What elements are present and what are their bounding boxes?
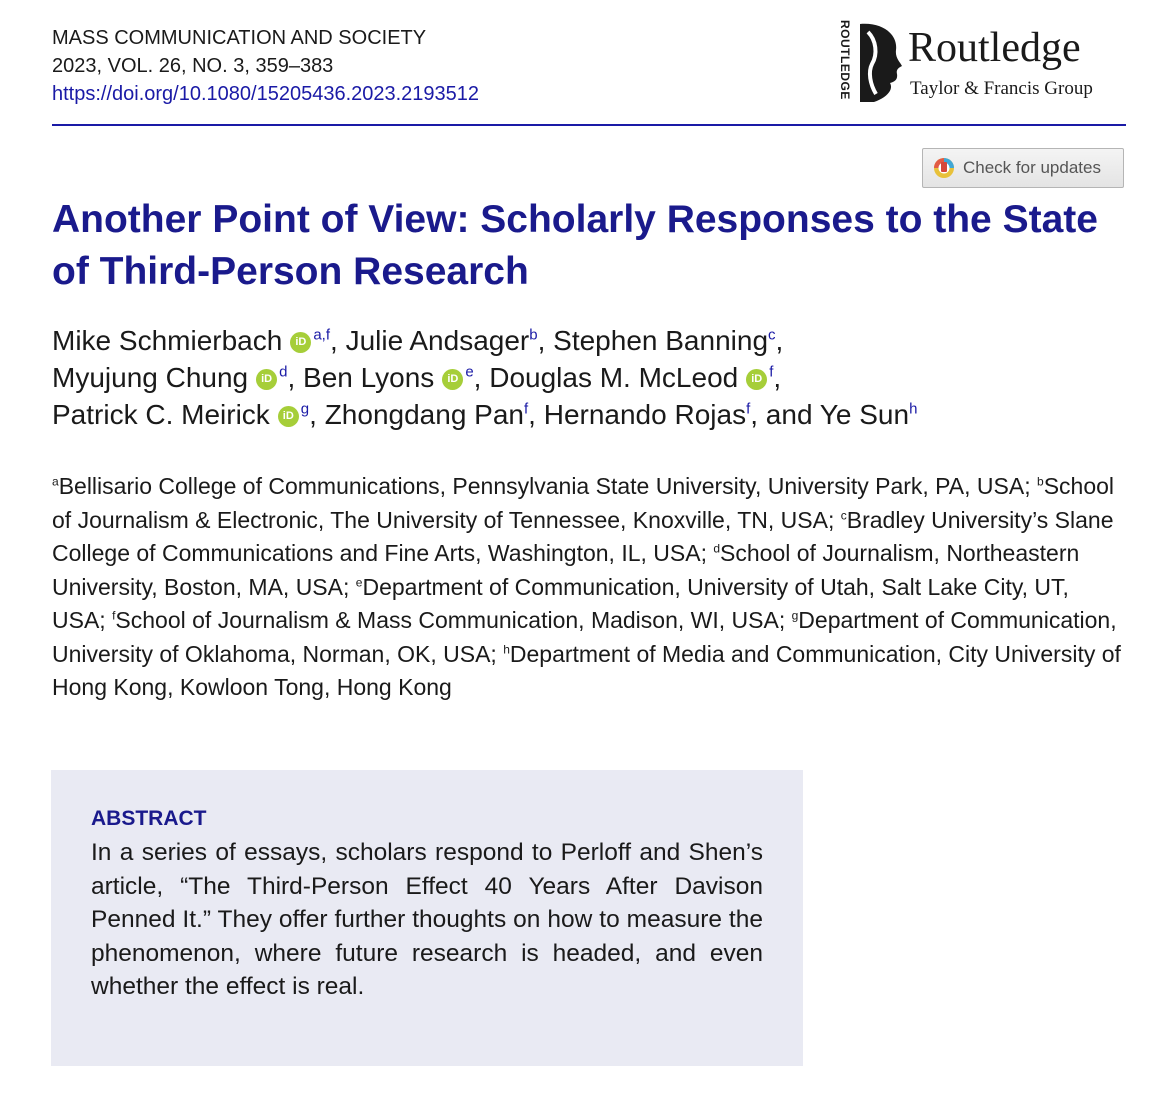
crossmark-icon	[933, 157, 955, 179]
orcid-icon[interactable]: iD	[278, 406, 299, 427]
affiliation-marker: b	[1037, 474, 1044, 489]
orcid-icon[interactable]: iD	[290, 332, 311, 353]
author-name[interactable]: Mike Schmierbach	[52, 325, 283, 356]
author-affiliation-marker[interactable]: g	[300, 400, 310, 418]
affiliation-text: Department of Communication, University of Utah, Salt Lake City, UT, USA;	[52, 573, 1069, 633]
check-for-updates-label: Check for updates	[963, 158, 1101, 177]
author: Zhongdang Pan$^f$,	[324, 399, 544, 430]
routledge-face-icon	[852, 20, 906, 106]
author-affiliation-marker[interactable]: a,f	[313, 326, 330, 344]
abstract-text: In a series of essays, scholars respond to Perloff and Shen’s article, “The Third-Person Effect 40 Years After Davison Penned It.” They offer further thoughts on how to measure the phenomenon, where future research is headed, and even whether the effect is real.	[91, 839, 763, 1000]
author	[766, 399, 918, 430]
author-affiliation-marker[interactable]: e	[465, 363, 474, 381]
check-for-updates-button[interactable]	[922, 148, 1124, 188]
affiliation-marker: c	[840, 507, 847, 522]
author-name[interactable]: Stephen Banning	[553, 325, 769, 356]
author: Julie Andsager$^b$,	[345, 325, 554, 356]
author-affiliation-marker[interactable]: f	[523, 400, 529, 418]
author: Mike Schmierbach iD $^{a,f}$,	[52, 325, 346, 356]
publisher-vertical-text: ROUTLEDGE	[838, 20, 852, 100]
author-affiliation-marker[interactable]: c	[768, 326, 776, 344]
author-name[interactable]: Douglas M. McLeod	[489, 362, 739, 393]
author-affiliation-marker[interactable]: h	[909, 400, 918, 418]
journal-issue: 2023, VOL. 26, NO. 3, 359–383	[52, 55, 334, 77]
orcid-icon[interactable]: iD	[442, 369, 463, 390]
affiliation-text: School of Journalism & Electronic, The University of Tennessee, Knoxville, TN, USA;	[52, 473, 1115, 533]
author-affiliation-marker[interactable]: f	[746, 400, 751, 418]
author-name[interactable]: Hernando Rojas	[543, 399, 747, 430]
article-title: Another Point of View: Scholarly Responses to the State of Third-Person Research	[52, 198, 1098, 293]
author: Stephen Banning$^c$,	[553, 325, 784, 356]
abstract-box	[51, 770, 803, 1066]
orcid-icon[interactable]: iD	[746, 369, 767, 390]
affiliation-text: Bellisario College of Communications, Pennsylvania State University, University Park, PA, USA;	[58, 473, 1031, 499]
header-divider	[52, 124, 1126, 126]
publisher-group: Taylor & Francis Group	[910, 78, 1093, 99]
affiliation-text: Bradley University’s Slane College of Communications and Fine Arts, Washington, IL, USA;	[52, 506, 1114, 566]
author: Patrick C. Meirick iD $^g$,	[52, 399, 325, 430]
doi-link[interactable]: https://doi.org/10.1080/15205436.2023.2193512	[52, 83, 480, 105]
author-affiliation-marker[interactable]: f	[769, 363, 774, 381]
author-name[interactable]: Julie Andsager	[345, 325, 530, 356]
author-name[interactable]: Ben Lyons	[303, 362, 435, 393]
author: Hernando Rojas$^f$,	[543, 399, 766, 430]
author-affiliation-marker[interactable]: b	[529, 326, 538, 344]
affiliation-text: Department of Media and Communication, City University of Hong Kong, Kowloon Tong, Hong Kong	[52, 640, 1121, 700]
publisher-name: Routledge	[908, 25, 1081, 71]
author: Ben Lyons iD $^e$,	[303, 362, 490, 393]
author-name[interactable]: Myujung Chung	[52, 362, 249, 393]
author-name[interactable]: Patrick C. Meirick	[52, 399, 270, 430]
author-name[interactable]: Ye Sun	[819, 399, 910, 430]
journal-header	[52, 24, 479, 108]
affiliation-marker: d	[713, 541, 721, 556]
journal-name: MASS COMMUNICATION AND SOCIETY	[52, 27, 427, 49]
abstract-heading: ABSTRACT	[91, 807, 207, 830]
affiliation-marker: a	[52, 474, 59, 489]
author-affiliation-marker[interactable]: d	[279, 363, 288, 381]
affiliations	[52, 470, 1122, 705]
affiliation-marker: h	[503, 641, 510, 656]
author-name[interactable]: Zhongdang Pan	[324, 399, 524, 430]
orcid-icon[interactable]: iD	[256, 369, 277, 390]
author-list	[52, 322, 1142, 433]
affiliation-marker: e	[355, 574, 363, 589]
affiliation-text: School of Journalism & Mass Communication, Madison, WI, USA;	[115, 607, 786, 633]
publisher-logo[interactable]	[834, 20, 1134, 110]
author: Myujung Chung iD $^d$,	[52, 362, 304, 393]
affiliation-marker: g	[791, 608, 799, 623]
affiliation-text: School of Journalism, Northeastern University, Boston, MA, USA;	[52, 540, 1080, 600]
author: Douglas M. McLeod iD $^f$,	[489, 362, 782, 393]
affiliation-text: Department of Communication, University of Oklahoma, Norman, OK, USA;	[52, 607, 1117, 667]
author-connector: and	[765, 399, 813, 430]
affiliation-marker: f	[112, 608, 116, 623]
